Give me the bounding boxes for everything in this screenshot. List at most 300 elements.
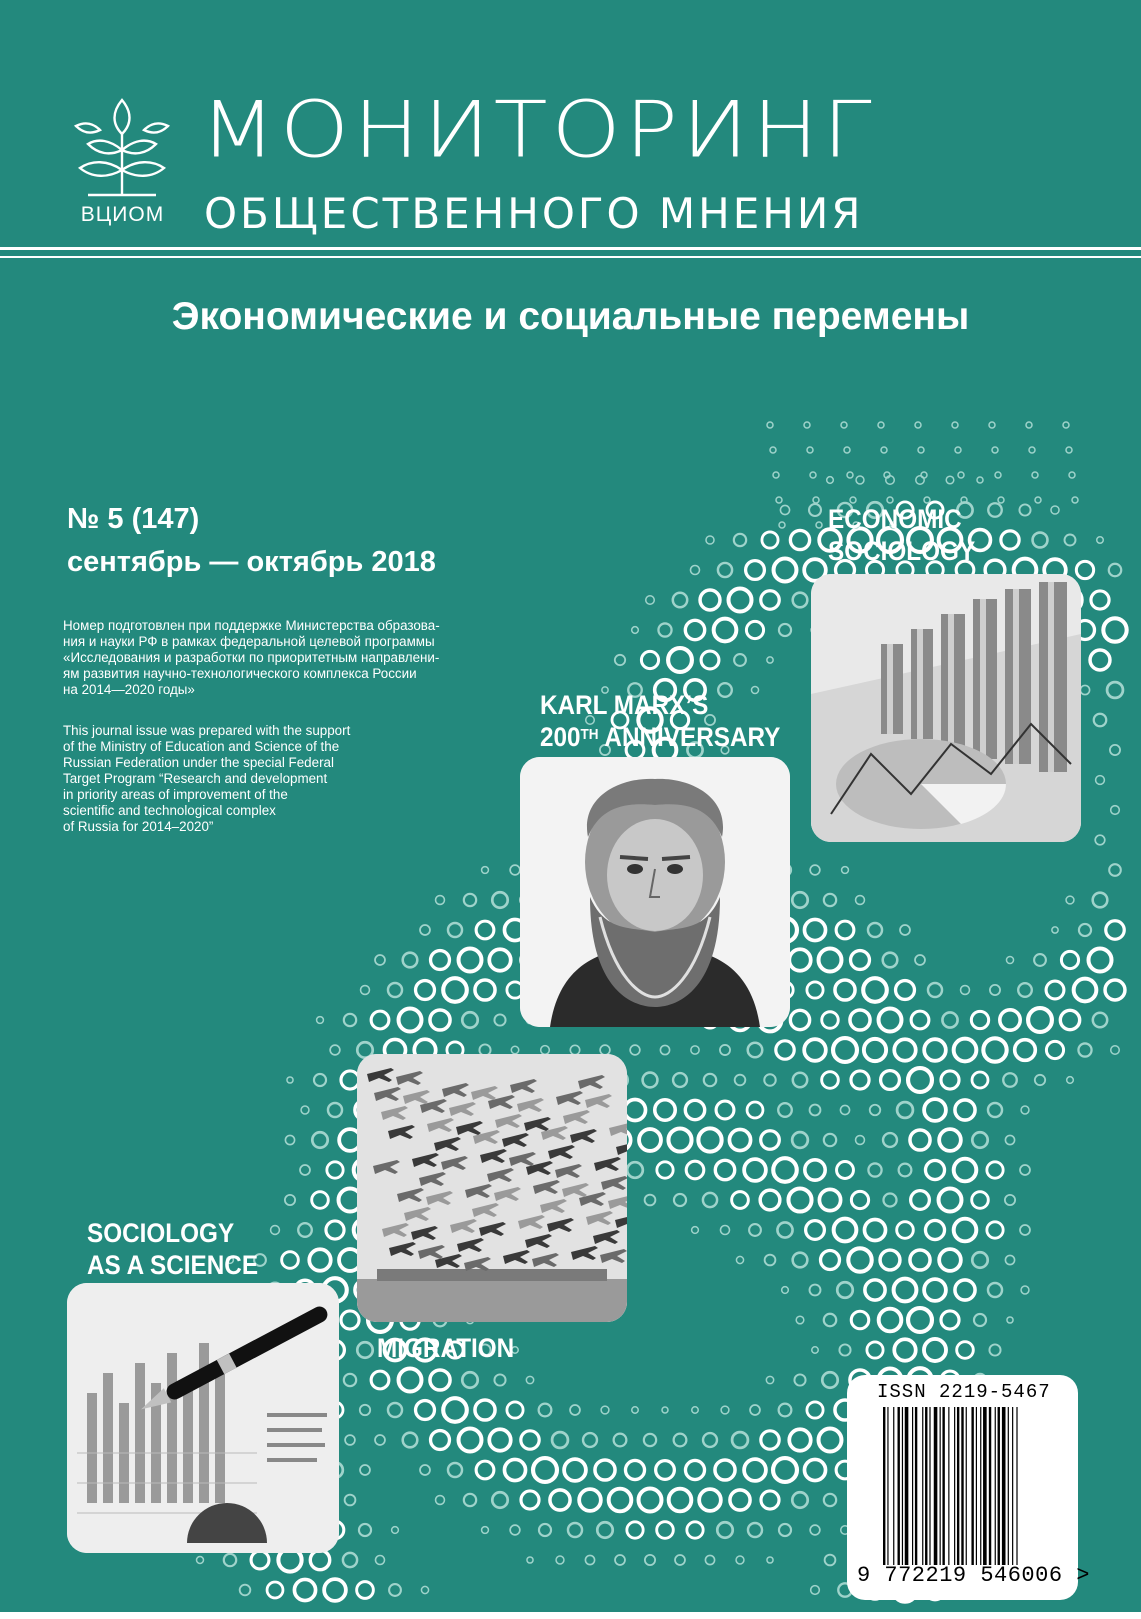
ring-dot <box>357 1582 374 1599</box>
ring-dot <box>298 1223 312 1237</box>
ring-dot <box>699 1489 721 1511</box>
ring-dot <box>494 1374 505 1385</box>
ring-dot <box>972 1132 987 1147</box>
ring-dot <box>240 1585 251 1596</box>
ring-dot <box>778 1103 792 1117</box>
ring-dot <box>894 1339 915 1360</box>
ring-dot <box>317 1017 324 1024</box>
barcode-bar <box>971 1407 973 1565</box>
ring-dot <box>375 1555 384 1564</box>
ring-dot <box>744 1159 766 1181</box>
ring-dot <box>822 1372 837 1387</box>
ring-dot <box>641 651 658 668</box>
ring-dot <box>476 1461 494 1479</box>
ring-dot <box>669 1489 692 1512</box>
ring-dot <box>430 1370 450 1390</box>
ring-dot <box>717 1522 732 1537</box>
ring-dot <box>443 1398 467 1422</box>
portrait-image <box>520 757 790 1027</box>
ring-dot <box>766 1376 773 1383</box>
barcode-bar <box>998 1407 1000 1565</box>
ring-dot <box>687 1522 703 1538</box>
ring-dot <box>1046 981 1064 999</box>
ring-dot <box>287 1077 293 1083</box>
ring-dot <box>1095 835 1105 845</box>
ring-dot <box>910 1130 930 1150</box>
ring-dot <box>1090 650 1110 670</box>
ring-dot <box>645 1555 655 1565</box>
anniversary-number: 200 <box>540 722 581 752</box>
ring-dot <box>777 1222 792 1237</box>
ring-dot <box>824 894 836 906</box>
barcode-bar <box>966 1407 967 1565</box>
ring-dot <box>1079 924 1091 936</box>
ring-dot <box>765 1255 776 1266</box>
ring-dot <box>915 422 921 428</box>
ring-dot <box>883 953 898 968</box>
ring-dot <box>734 534 746 546</box>
bar-chart-photo <box>811 574 1081 842</box>
ring-dot <box>403 953 418 968</box>
ring-dot <box>597 1522 612 1537</box>
ring-dot <box>908 1068 932 1092</box>
ring-dot <box>824 1494 836 1506</box>
ring-dot <box>703 1433 717 1447</box>
ring-dot <box>657 1162 673 1178</box>
ring-dot <box>955 1280 975 1300</box>
ring-dot <box>609 1489 632 1512</box>
airplanes-photo <box>357 1054 627 1322</box>
ring-dot <box>492 1492 507 1507</box>
ring-dot <box>987 1162 1003 1178</box>
ring-dot <box>1007 1317 1013 1323</box>
ring-dot <box>879 1309 902 1332</box>
divider-rule <box>0 256 1141 258</box>
ring-dot <box>764 1074 775 1085</box>
ring-dot <box>521 1491 539 1509</box>
ring-dot <box>790 1010 809 1029</box>
ring-dot <box>344 1014 356 1026</box>
ring-dot <box>788 1188 811 1211</box>
ring-dot <box>989 422 995 428</box>
ring-dot <box>804 1459 825 1480</box>
issn-label: ISSN 2219-5467 <box>877 1381 1051 1403</box>
ring-dot <box>1074 979 1097 1002</box>
ring-dot <box>344 1374 356 1386</box>
ring-dot <box>794 1374 805 1385</box>
ring-dot <box>662 1407 668 1413</box>
ring-dot <box>734 654 746 666</box>
ring-dot <box>639 1129 661 1151</box>
ring-dot <box>646 596 655 605</box>
ring-dot <box>822 1012 839 1029</box>
ring-dot <box>837 1162 854 1179</box>
ring-dot <box>431 951 450 970</box>
ring-dot <box>744 1459 766 1481</box>
ring-dot <box>345 1495 356 1506</box>
ring-dot <box>804 919 825 940</box>
ring-dot <box>1072 497 1078 503</box>
ring-dot <box>810 1285 821 1296</box>
ring-dot <box>1015 1040 1036 1061</box>
ring-dot <box>792 892 807 907</box>
ring-dot <box>807 447 813 453</box>
ring-dot <box>492 892 507 907</box>
ring-dot <box>748 1043 763 1058</box>
ring-dot <box>285 1195 295 1205</box>
ring-dot <box>819 1429 842 1452</box>
ring-dot <box>644 1434 656 1446</box>
ring-dot <box>897 1222 914 1239</box>
ring-dot <box>624 1099 645 1120</box>
barcode-bar <box>976 1407 977 1565</box>
ring-dot <box>939 1129 961 1151</box>
ring-dot <box>1060 1010 1079 1029</box>
logo-text: ВЦИОМ <box>80 203 165 226</box>
ring-dot <box>464 1494 476 1506</box>
ring-dot <box>833 1038 857 1062</box>
ring-dot <box>1003 1073 1017 1087</box>
ring-dot <box>735 1075 746 1086</box>
ring-dot <box>645 1195 656 1206</box>
ring-dot <box>632 1407 638 1413</box>
ring-dot <box>924 1279 946 1301</box>
ring-dot <box>1051 506 1059 514</box>
ring-dot <box>796 1316 804 1324</box>
ring-dot <box>946 476 954 484</box>
ring-dot <box>1026 422 1032 428</box>
ring-dot <box>836 921 854 939</box>
section-label-economic <box>828 503 975 567</box>
ring-dot <box>476 921 494 939</box>
ring-dot <box>746 621 763 638</box>
barcode-bar <box>887 1407 888 1565</box>
ring-dot <box>990 985 1000 995</box>
ring-dot <box>639 1489 662 1512</box>
ring-dot <box>915 955 925 965</box>
ring-dot <box>810 865 820 875</box>
ring-dot <box>732 1192 749 1209</box>
ring-dot <box>685 1100 704 1119</box>
ring-dot <box>312 1192 329 1209</box>
ordinal-suffix: TH <box>580 726 599 743</box>
ring-dot <box>698 1128 721 1151</box>
ring-dot <box>1020 1165 1030 1175</box>
ring-dot <box>674 1434 687 1447</box>
ring-dot <box>583 1433 597 1447</box>
barcode-bar <box>995 1407 996 1565</box>
ring-dot <box>837 1282 853 1298</box>
ring-dot <box>824 1134 836 1146</box>
ring-dot <box>375 1435 385 1445</box>
ring-dot <box>806 1221 825 1240</box>
ring-dot <box>568 1523 582 1537</box>
ring-dot <box>1094 714 1107 727</box>
airplanes-image <box>357 1054 627 1322</box>
ring-dot <box>789 949 810 970</box>
ring-dot <box>1029 447 1035 453</box>
ring-dot <box>761 591 779 609</box>
ring-dot <box>851 951 870 970</box>
ring-dot <box>835 980 855 1000</box>
ring-dot <box>813 497 819 503</box>
ring-dot <box>1065 535 1076 546</box>
barcode-bar <box>1008 1407 1009 1565</box>
ring-dot <box>897 1102 913 1118</box>
ring-dot <box>324 1579 346 1601</box>
ring-dot <box>448 1463 462 1477</box>
ring-dot <box>900 925 910 935</box>
ring-dot <box>251 1551 269 1569</box>
ring-dot <box>507 1402 523 1418</box>
ring-dot <box>630 1045 640 1055</box>
ring-dot <box>827 477 834 484</box>
ring-dot <box>686 1161 704 1179</box>
ring-dot <box>1005 1255 1014 1264</box>
ring-dot <box>1020 1225 1030 1235</box>
ring-dot <box>881 447 887 453</box>
ring-dot <box>1034 954 1046 966</box>
ring-dot <box>864 1219 885 1240</box>
ring-dot <box>910 1250 930 1270</box>
section-label-marx <box>540 689 780 753</box>
ring-dot <box>863 978 887 1002</box>
ring-dot <box>842 867 849 874</box>
ring-dot <box>416 1401 435 1420</box>
ring-dot <box>436 1496 445 1505</box>
ring-dot <box>673 593 687 607</box>
ring-dot <box>955 447 961 453</box>
ring-dot <box>867 1342 883 1358</box>
ring-dot <box>807 982 823 998</box>
ring-dot <box>392 1527 399 1534</box>
ring-dot <box>780 505 789 514</box>
ring-dot <box>925 1220 944 1239</box>
ring-dot <box>1019 504 1030 515</box>
ring-dot <box>1033 533 1048 548</box>
ring-dot <box>1061 951 1078 968</box>
ring-dot <box>1066 447 1072 453</box>
ring-dot <box>625 1460 644 1479</box>
ring-dot <box>868 923 882 937</box>
ring-dot <box>1005 1195 1015 1205</box>
barcode-icon <box>883 1407 1053 1565</box>
ring-dot <box>271 1226 280 1235</box>
ring-dot <box>995 472 1001 478</box>
ring-dot <box>360 1465 370 1475</box>
ring-dot <box>779 1404 792 1417</box>
ring-dot <box>521 1431 539 1449</box>
ring-dot <box>721 1406 729 1414</box>
ring-dot <box>459 949 482 972</box>
ring-dot <box>345 1435 355 1445</box>
ring-dot <box>972 1252 987 1267</box>
ring-dot <box>821 1251 840 1270</box>
ring-dot <box>894 1039 915 1060</box>
ring-dot <box>601 1406 609 1414</box>
ring-dot <box>718 563 732 577</box>
ring-dot <box>899 1164 912 1177</box>
ring-dot <box>282 1252 299 1269</box>
barcode-bar <box>1002 1407 1006 1565</box>
ring-dot <box>762 532 778 548</box>
ring-dot <box>819 1189 840 1210</box>
ring-dot <box>856 896 865 905</box>
barcode-bar <box>929 1407 930 1565</box>
ring-dot <box>421 1586 428 1593</box>
ring-dot <box>527 1557 533 1563</box>
ring-dot <box>773 1458 797 1482</box>
ring-dot <box>989 1344 1000 1355</box>
ring-dot <box>1103 618 1126 641</box>
ring-dot <box>197 1557 204 1564</box>
issue-dates: сентябрь — октябрь 2018 <box>67 546 436 578</box>
ring-dot <box>715 1160 734 1179</box>
ring-dot <box>804 1039 826 1061</box>
ring-dot <box>779 624 791 636</box>
ring-dot <box>1069 472 1075 478</box>
ring-dot <box>330 1045 340 1055</box>
barcode-bar <box>925 1407 927 1565</box>
ring-dot <box>730 1490 750 1510</box>
ring-dot <box>371 1011 389 1029</box>
section-label-line: SOCIOLOGY <box>828 536 976 566</box>
ring-dot <box>851 1311 868 1328</box>
ring-dot <box>328 1103 342 1117</box>
ring-dot <box>359 1524 371 1536</box>
ring-dot <box>992 447 998 453</box>
barcode-bar <box>940 1407 941 1565</box>
ring-dot <box>880 1250 900 1270</box>
ring-dot <box>399 1009 422 1032</box>
ring-dot <box>761 1131 780 1150</box>
ring-dot <box>685 1460 704 1479</box>
ring-dot <box>361 986 370 995</box>
ring-dot <box>1001 531 1019 549</box>
barcode-bar <box>912 1407 913 1565</box>
ring-dot <box>851 1191 868 1208</box>
ring-dot <box>1035 497 1041 503</box>
ring-dot <box>908 1308 932 1332</box>
ring-dot <box>840 1105 849 1114</box>
barcode-bar <box>948 1407 949 1565</box>
section-label-migration: MIGRATION <box>377 1333 515 1363</box>
ring-dot <box>954 1159 977 1182</box>
ring-dot <box>793 593 808 608</box>
ring-dot <box>1111 806 1120 815</box>
ring-dot <box>942 1012 957 1027</box>
ring-dot <box>824 1314 836 1326</box>
ring-dot <box>728 588 751 611</box>
ring-dot <box>343 1553 357 1567</box>
ring-dot <box>955 1100 975 1120</box>
ring-dot <box>928 983 942 997</box>
ring-dot <box>494 1014 505 1025</box>
barcode-bar <box>983 1407 987 1565</box>
ring-dot <box>972 1072 988 1088</box>
ring-dot <box>792 1492 807 1507</box>
ring-dot <box>952 422 958 428</box>
ring-dot <box>420 1465 430 1475</box>
ring-dot <box>939 1189 962 1212</box>
ring-dot <box>685 620 704 639</box>
ring-dot <box>811 1586 820 1595</box>
ring-dot <box>550 1490 570 1510</box>
ring-dot <box>792 1132 808 1148</box>
ring-dot <box>705 1555 714 1564</box>
ring-dot <box>767 657 773 663</box>
ring-dot <box>878 422 884 428</box>
ring-dot <box>819 949 842 972</box>
ring-dot <box>883 1133 897 1147</box>
ring-dot <box>475 980 495 1000</box>
ring-dot <box>489 949 510 970</box>
ring-dot <box>704 1074 716 1086</box>
ring-dot <box>773 1158 797 1182</box>
ring-dot <box>375 955 385 965</box>
ring-dot <box>585 1555 594 1564</box>
ring-dot <box>1018 983 1032 997</box>
barcode-bar <box>905 1407 909 1565</box>
ring-dot <box>643 1073 658 1088</box>
ring-dot <box>627 1522 643 1538</box>
barcode-bar <box>1012 1407 1013 1565</box>
ring-dot <box>1006 956 1013 963</box>
ring-dot <box>1111 1046 1120 1055</box>
ring-dot <box>462 1372 477 1387</box>
ring-dot <box>673 1073 687 1087</box>
ring-dot <box>416 981 435 1000</box>
ring-dot <box>615 655 625 665</box>
ring-dot <box>570 1405 580 1415</box>
ring-dot <box>1021 1286 1029 1294</box>
ring-dot <box>987 1222 1003 1238</box>
ring-dot <box>809 504 821 516</box>
ring-dot <box>706 536 714 544</box>
ring-dot <box>614 1434 627 1447</box>
ring-dot <box>1005 1135 1014 1144</box>
ring-dot <box>309 1249 330 1270</box>
ring-dot <box>357 1342 372 1357</box>
ring-dot <box>972 1192 989 1209</box>
ring-dot <box>911 1191 930 1210</box>
ring-dot <box>674 1194 686 1206</box>
ring-dot <box>691 1046 699 1054</box>
ring-dot <box>312 1132 327 1147</box>
ring-dot <box>1088 948 1111 971</box>
ring-dot <box>595 1460 615 1480</box>
section-label-line <box>540 721 780 753</box>
ring-dot <box>482 1527 489 1534</box>
ring-dot <box>805 1160 825 1180</box>
ring-dot <box>896 981 915 1000</box>
ring-dot <box>1066 896 1074 904</box>
ring-dot <box>1096 776 1105 785</box>
ring-dot <box>865 1280 885 1300</box>
ring-dot <box>793 1073 807 1087</box>
ring-dot <box>715 1460 735 1480</box>
ring-dot <box>971 1011 988 1028</box>
ring-dot <box>1107 682 1123 698</box>
ring-dot <box>974 1314 986 1326</box>
ring-dot <box>856 476 864 484</box>
ring-dot <box>668 648 692 672</box>
pen-on-chart-photo <box>67 1283 339 1553</box>
barcode-bar <box>934 1407 938 1565</box>
ring-dot <box>430 1010 450 1030</box>
ring-dot <box>1021 1106 1029 1114</box>
ring-dot <box>420 925 430 935</box>
